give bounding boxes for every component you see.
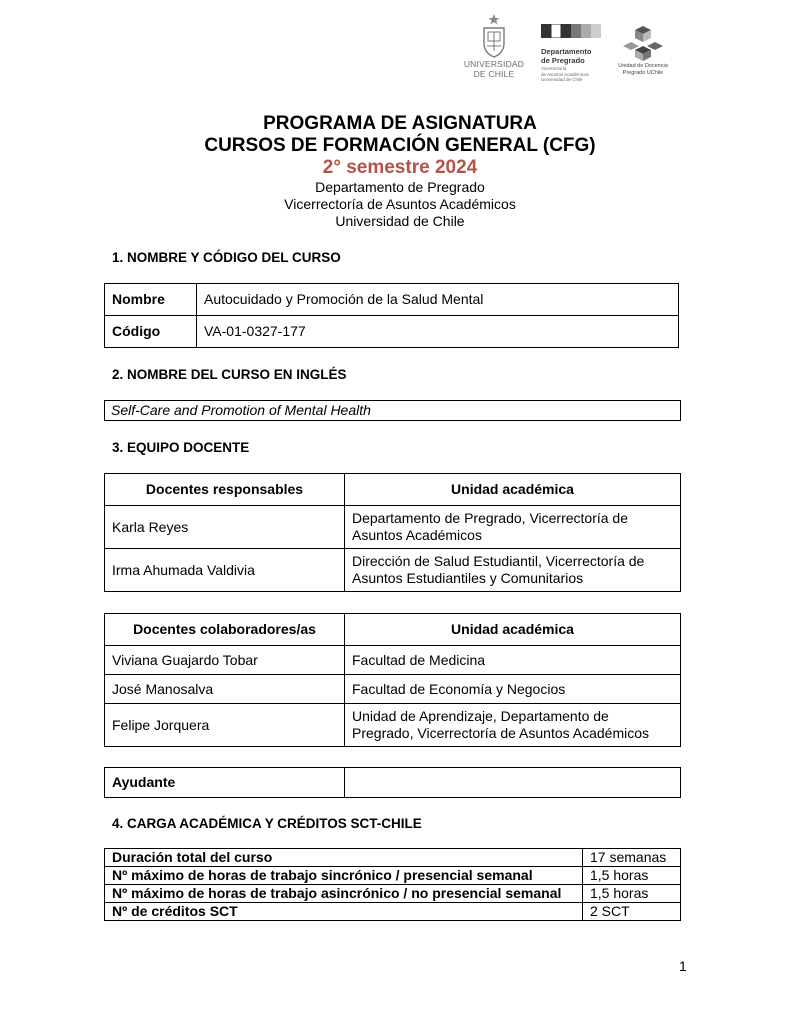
table-header-row <box>105 614 681 646</box>
header-university: Universidad de Chile <box>335 213 465 229</box>
course-code-value: VA-01-0327-177 <box>197 316 679 348</box>
ayudante-value <box>345 768 681 798</box>
teacher-name: Karla Reyes <box>105 506 345 549</box>
logo-sub-line: Universidad de Chile <box>541 77 583 82</box>
document-header <box>0 113 800 230</box>
carga-value: 1,5 horas <box>583 867 681 885</box>
universidad-de-chile-logo <box>456 13 532 79</box>
collaborator-name: José Manosalva <box>105 675 345 704</box>
table-row <box>105 885 681 903</box>
section-heading: 4. CARGA ACADÉMICA Y CRÉDITOS SCT-CHILE <box>112 816 422 831</box>
logo-text-line: Pregrado UChile <box>622 69 664 76</box>
column-header: Docentes responsables <box>105 474 345 506</box>
table-row <box>105 849 681 867</box>
logo-sub-line: de Asuntos Académicos <box>541 71 589 77</box>
carga-label: Duración total del curso <box>105 849 583 867</box>
logo-title-line: de Pregrado <box>541 55 585 65</box>
collaborator-unit: Facultad de Economía y Negocios <box>345 675 681 704</box>
colaboradores-table <box>104 613 681 747</box>
teacher-name: Irma Ahumada Valdivia <box>105 549 345 592</box>
logo-text-line: UNIVERSIDAD <box>463 59 525 69</box>
column-header: Docentes colaboradores/as <box>105 614 345 646</box>
ayudante-label: Ayudante <box>105 768 345 798</box>
table-row <box>105 316 679 348</box>
teacher-unit: Departamento de Pregrado, Vicerrectoría de Asuntos Académicos <box>345 506 681 549</box>
document-title: PROGRAMA DE ASIGNATURA <box>263 113 537 134</box>
table-header-row <box>105 474 681 506</box>
table-row <box>105 549 681 592</box>
logo-text-line: Unidad de Docencia <box>618 63 668 69</box>
section-heading: 1. NOMBRE Y CÓDIGO DEL CURSO <box>112 250 341 265</box>
carga-value: 1,5 horas <box>583 885 681 903</box>
table-row <box>105 867 681 885</box>
ayudante-table <box>104 767 681 798</box>
document-subtitle: CURSOS DE FORMACIÓN GENERAL (CFG) <box>204 135 596 156</box>
collaborator-name: Felipe Jorquera <box>105 704 345 747</box>
table-row <box>105 401 681 421</box>
carga-value: 2 SCT <box>583 903 681 921</box>
carga-value: 17 semanas <box>583 849 681 867</box>
collaborator-unit: Facultad de Medicina <box>345 646 681 675</box>
section-heading: 2. NOMBRE DEL CURSO EN INGLÉS <box>112 367 347 382</box>
table-row <box>105 675 681 704</box>
carga-academica-table <box>104 848 681 921</box>
unidad-docencia-logo <box>612 24 674 76</box>
carga-label: Nº de créditos SCT <box>105 903 583 921</box>
carga-label: Nº máximo de horas de trabajo sincrónico / presencial semanal <box>105 867 583 885</box>
logo-sub-line: Vicerrectoría <box>541 66 567 71</box>
course-name-table <box>104 283 679 348</box>
table-row <box>105 903 681 921</box>
course-english-name: Self-Care and Promotion of Mental Health <box>105 401 681 421</box>
semester-label: 2° semestre 2024 <box>322 157 478 178</box>
cubes-icon <box>623 24 663 62</box>
header-department: Departamento de Pregrado <box>315 179 485 195</box>
codigo-label: Código <box>105 316 197 348</box>
column-header: Unidad académica <box>345 614 681 646</box>
logo-text-line: DE CHILE <box>473 69 515 79</box>
table-row <box>105 768 681 798</box>
nombre-label: Nombre <box>105 284 197 316</box>
column-header: Unidad académica <box>345 474 681 506</box>
course-name-value: Autocuidado y Promoción de la Salud Mental <box>197 284 679 316</box>
header-vicerrectoria: Vicerrectoría de Asuntos Académicos <box>284 196 516 212</box>
section-heading: 3. EQUIPO DOCENTE <box>112 440 250 455</box>
collaborator-unit: Unidad de Aprendizaje, Departamento de Pregrado, Vicerrectoría de Asuntos Académicos <box>345 704 681 747</box>
pregrado-pattern-icon <box>541 24 603 38</box>
table-row <box>105 704 681 747</box>
collaborator-name: Viviana Guajardo Tobar <box>105 646 345 675</box>
responsables-table <box>104 473 681 592</box>
teacher-unit: Dirección de Salud Estudiantil, Vicerrectoría de Asuntos Estudiantiles y Comunitarios <box>345 549 681 592</box>
logo-title-line: Departamento <box>541 47 592 56</box>
carga-label: Nº máximo de horas de trabajo asincrónico / no presencial semanal <box>105 885 583 903</box>
page-number: 1 <box>679 958 687 974</box>
table-row <box>105 284 679 316</box>
english-name-table <box>104 400 681 421</box>
table-row <box>105 646 681 675</box>
university-crest-icon <box>479 13 509 59</box>
table-row <box>105 506 681 549</box>
departamento-pregrado-logo <box>541 24 607 83</box>
